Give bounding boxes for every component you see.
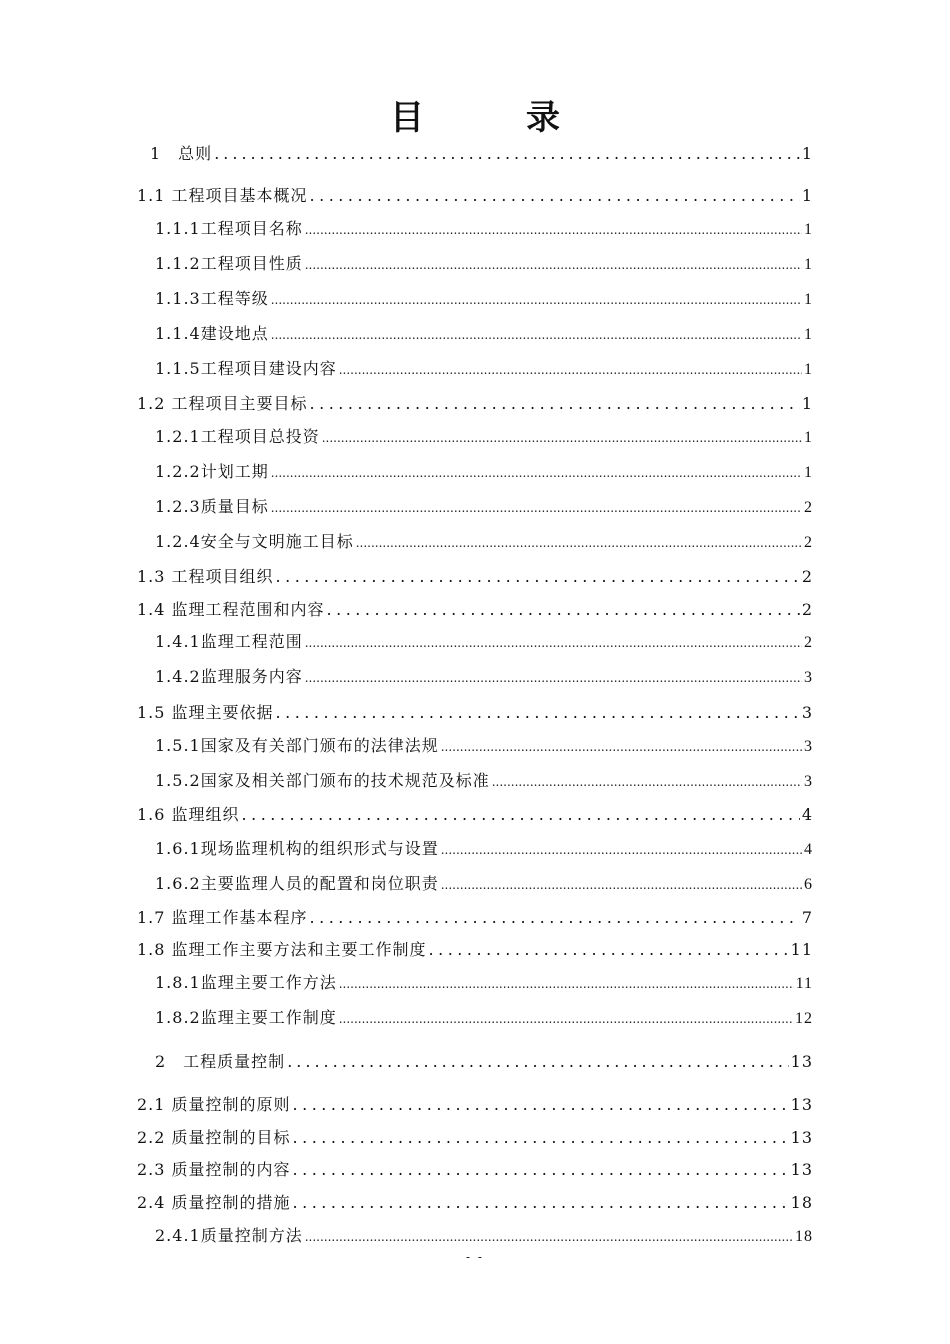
toc-entry-page: 13 [790, 1160, 813, 1179]
toc-leader-dots [293, 1160, 789, 1179]
toc-entry-label: 1.6 监理组织 [137, 805, 240, 824]
toc-entry-label: 1.1.3工程等级 [155, 289, 269, 308]
toc-entry-label: 2.4.1质量控制方法 [155, 1226, 303, 1245]
toc-leader-dots [492, 775, 802, 789]
toc-entry-page: 13 [790, 1095, 813, 1114]
toc-leader-dots [305, 223, 802, 237]
toc-leader-dots [293, 1095, 789, 1114]
toc-entry[interactable] [155, 459, 813, 482]
toc-entry-label: 1.5 监理主要依据 [137, 703, 274, 722]
toc-leader-dots [441, 878, 802, 892]
toc-entry-page: 13 [790, 1052, 813, 1071]
toc-entry-label: 1.4.1监理工程范围 [155, 632, 303, 651]
toc-leader-dots [271, 466, 802, 480]
toc-entry-label: 1.7 监理工作基本程序 [137, 908, 308, 927]
toc-leader-dots [305, 258, 802, 272]
toc-entry[interactable] [137, 700, 813, 723]
toc-entry-page: 1 [801, 186, 813, 205]
toc-entry-label: 1.6.1现场监理机构的组织形式与设置 [155, 839, 439, 858]
toc-leader-dots [339, 977, 794, 991]
toc-entry[interactable] [137, 1190, 813, 1213]
toc-entry[interactable] [155, 836, 813, 859]
toc-entry[interactable] [155, 424, 813, 447]
toc-entry[interactable] [137, 391, 813, 414]
toc-entry-label: 2.3 质量控制的内容 [137, 1160, 291, 1179]
toc-entry-page: 2 [804, 634, 813, 651]
toc-entry-page: 7 [801, 908, 813, 927]
toc-entry-label: 1.8.2监理主要工作制度 [155, 1008, 337, 1027]
toc-entry-page: 11 [795, 975, 813, 992]
toc-entry[interactable] [155, 970, 813, 993]
toc-leader-dots [327, 600, 800, 619]
toc-leader-dots [310, 908, 800, 927]
toc-leader-dots [214, 144, 800, 163]
toc-entry-label: 1.1.1工程项目名称 [155, 219, 303, 238]
toc-entry-label: 1.1 工程项目基本概况 [137, 186, 308, 205]
toc-leader-dots [356, 536, 802, 550]
toc-entry-page: 12 [795, 1010, 813, 1027]
toc-leader-dots [305, 636, 802, 650]
toc-entry-label: 1.2 工程项目主要目标 [137, 394, 308, 413]
toc-entry-label: 1.1.2工程项目性质 [155, 254, 303, 273]
toc-entry-label: 2.1 质量控制的原则 [137, 1095, 291, 1114]
toc-entry[interactable] [137, 564, 813, 587]
toc-entry-page: 13 [790, 1128, 813, 1147]
toc-leader-dots [293, 1193, 789, 1212]
toc-entry[interactable] [137, 1092, 813, 1115]
toc-entry[interactable] [155, 529, 813, 552]
toc-entry[interactable] [155, 664, 813, 687]
toc-entry-page: 2 [801, 600, 813, 619]
toc-entry-page: 2 [804, 534, 813, 551]
toc-entry-label: 1.2.2计划工期 [155, 462, 269, 481]
toc-entry-page: 1 [804, 221, 813, 238]
toc-leader-dots [322, 431, 802, 445]
toc-entry-label: 1.8 监理工作主要方法和主要工作制度 [137, 940, 427, 959]
toc-entry-label: 1.2.4安全与文明施工目标 [155, 532, 354, 551]
toc-entry[interactable] [137, 597, 813, 620]
toc-entry-label: 1.4.2监理服务内容 [155, 667, 303, 686]
toc-entry-page: 3 [804, 773, 813, 790]
page-title: 目 录 [390, 98, 594, 138]
toc-entry-label: 1.2.1工程项目总投资 [155, 427, 320, 446]
toc-entry-page: 1 [804, 464, 813, 481]
toc-entry[interactable] [137, 183, 813, 206]
toc-entry[interactable] [137, 937, 813, 960]
toc-entry[interactable] [155, 1223, 813, 1246]
toc-leader-dots [429, 940, 789, 959]
toc-entry-page: 1 [801, 144, 813, 163]
toc-entry-page: 4 [801, 805, 813, 824]
toc-entry[interactable] [155, 216, 813, 239]
toc-entry-label: 2 工程质量控制 [155, 1052, 286, 1071]
toc-entry[interactable] [150, 141, 813, 164]
toc-entry-page: 3 [804, 738, 813, 755]
toc-entry[interactable] [155, 321, 813, 344]
toc-leader-dots [293, 1128, 789, 1147]
toc-leader-dots [271, 501, 802, 515]
toc-entry[interactable] [155, 494, 813, 517]
toc-entry[interactable] [155, 1005, 813, 1028]
toc-entry-label: 1.6.2主要监理人员的配置和岗位职责 [155, 874, 439, 893]
toc-entry-page: 3 [801, 703, 813, 722]
toc-leader-dots [305, 1230, 793, 1244]
toc-entry[interactable] [155, 251, 813, 274]
toc-leader-dots [441, 843, 802, 857]
toc-leader-dots [310, 186, 800, 205]
toc-leader-dots [242, 805, 800, 824]
toc-entry-label: 1.4 监理工程范围和内容 [137, 600, 325, 619]
toc-entry[interactable] [155, 733, 813, 756]
toc-entry-label: 1.8.1监理主要工作方法 [155, 973, 337, 992]
toc-entry[interactable] [155, 629, 813, 652]
toc-entry-label: 1.5.2国家及相关部门颁布的技术规范及标准 [155, 771, 490, 790]
page-footer: - - [466, 1250, 484, 1264]
toc-entry[interactable] [137, 802, 813, 825]
toc-entry[interactable] [137, 905, 813, 928]
toc-entry-page: 1 [804, 361, 813, 378]
toc-leader-dots [441, 740, 802, 754]
toc-leader-dots [310, 394, 800, 413]
toc-entry-page: 1 [804, 291, 813, 308]
toc-entry[interactable] [137, 1157, 813, 1180]
toc-entry-label: 1 总则 [150, 144, 213, 163]
toc-entry-page: 1 [801, 394, 813, 413]
toc-entry-page: 2 [804, 499, 813, 516]
toc-leader-dots [305, 671, 802, 685]
toc-entry-label: 1.3 工程项目组织 [137, 567, 274, 586]
toc-entry-page: 2 [801, 567, 813, 586]
toc-entry[interactable] [155, 768, 813, 791]
toc-leader-dots [339, 363, 802, 377]
toc-leader-dots [276, 703, 800, 722]
toc-entry-page: 6 [804, 876, 813, 893]
toc-entry-page: 18 [795, 1228, 813, 1245]
toc-leader-dots [276, 567, 800, 586]
toc-entry-label: 2.4 质量控制的措施 [137, 1193, 291, 1212]
toc-entry-label: 1.1.4建设地点 [155, 324, 269, 343]
toc-entry-page: 3 [804, 669, 813, 686]
toc-entry-page: 18 [790, 1193, 813, 1212]
toc-entry[interactable] [137, 1125, 813, 1148]
toc-entry-label: 1.1.5工程项目建设内容 [155, 359, 337, 378]
toc-entry-page: 1 [804, 326, 813, 343]
toc-entry[interactable] [155, 871, 813, 894]
toc-entry[interactable] [155, 1049, 813, 1072]
toc-leader-dots [271, 328, 802, 342]
toc-entry-page: 4 [804, 841, 813, 858]
toc-entry-label: 1.2.3质量目标 [155, 497, 269, 516]
toc-entry-label: 2.2 质量控制的目标 [137, 1128, 291, 1147]
toc-entry-label: 1.5.1国家及有关部门颁布的法律法规 [155, 736, 439, 755]
toc-entry-page: 1 [804, 256, 813, 273]
toc-leader-dots [271, 293, 802, 307]
toc-entry-page: 1 [804, 429, 813, 446]
toc-entry[interactable] [155, 356, 813, 379]
toc-leader-dots [287, 1052, 788, 1071]
toc-leader-dots [339, 1012, 793, 1026]
toc-entry[interactable] [155, 286, 813, 309]
toc-entry-page: 11 [790, 940, 813, 959]
